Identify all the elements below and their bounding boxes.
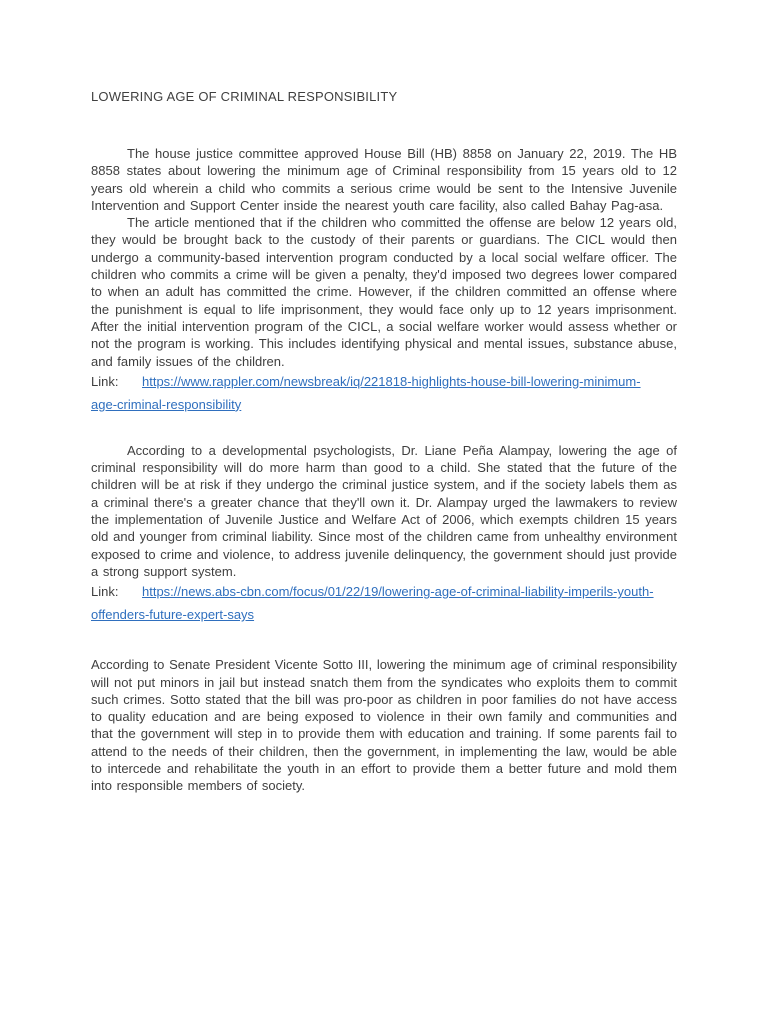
rappler-hyperlink-line2: age-criminal-responsibility bbox=[91, 396, 242, 412]
link-label-1: Link: bbox=[91, 373, 119, 389]
paragraph-alampay-expert: According to a developmental psychologists, Dr. Liane Peña Alampay, lowering the age of criminal responsibility will do more harm than good to a child. She stated that the future of the children will be at risk if they undergo the criminal justice system, and if the society labels them as a criminal there's a greater chance that they'll own it. Dr. Alampay urged the lawmakers to review the implementation of Juvenile Justice and Welfare Act of 2006, which exempts children 15 years old and younger from criminal liability. Since most of the children came from unhealthy environment exposed to crime and violence, to address juvenile delinquency, the government should just provide a strong support system. bbox=[91, 442, 677, 579]
abs-cbn-hyperlink-line2: offenders-future-expert-says bbox=[91, 607, 255, 623]
rappler-hyperlink-line1: https://www.rappler.com/newsbreak/iq/221818-highlights-house-bill-lowering-minimum- bbox=[142, 373, 641, 389]
source-link-block-1 bbox=[91, 370, 677, 416]
document-title: LOWERING AGE OF CRIMINAL RESPONSIBILITY bbox=[91, 89, 398, 104]
source-link-block-2 bbox=[91, 580, 677, 626]
rappler-hyperlink[interactable] bbox=[91, 374, 641, 412]
abs-cbn-hyperlink-line1: https://news.abs-cbn.com/focus/01/22/19/lowering-age-of-criminal-liability-imperils-youth- bbox=[142, 584, 654, 600]
paragraph-sotto-statement: According to Senate President Vicente Sotto III, lowering the minimum age of criminal responsibility will not put minors in jail but instead snatch them from the syndicates who exploits them to commit such crimes. Sotto stated that the bill was pro-poor as children in poor families do not have access to quality education and are being exposed to violence in their own family and communities and that the government will step in to provide them with education and training. If some parents fail to attend to the needs of their children, then the government, in implementing the law, would be able to intercede and rehabilitate the youth in an effort to provide them a better future and mold them into responsible members of society. bbox=[91, 657, 677, 794]
paragraph-cicl-intervention: The article mentioned that if the children who committed the offense are below 12 years old, they would be brought back to the custody of their parents or guardians. The CICL would then undergo a community-based intervention program conducted by a local social welfare officer. The children who commits a crime will be given a penalty, they'd imposed two degrees lower compared to when an adult has committed the crime. However, if the children committed an offense where the punishment is equal to life imprisonment, they would face only up to 12 years imprisonment. After the initial intervention program of the CICL, a social welfare worker would assess whether or not the program is working. This includes identifying physical and mental issues, substance abuse, and family issues of the children. bbox=[91, 215, 677, 369]
abs-cbn-hyperlink[interactable] bbox=[91, 584, 654, 622]
paragraph-house-bill: The house justice committee approved House Bill (HB) 8858 on January 22, 2019. The HB 8858 states about lowering the minimum age of Criminal responsibility from 15 years old to 12 years old wherein a child who commits a serious crime would be sent to the Intensive Juvenile Intervention and Support Center inside the nearest youth care facility, also called Bahay Pag-asa. bbox=[91, 146, 677, 213]
link-label-2: Link: bbox=[91, 584, 119, 600]
